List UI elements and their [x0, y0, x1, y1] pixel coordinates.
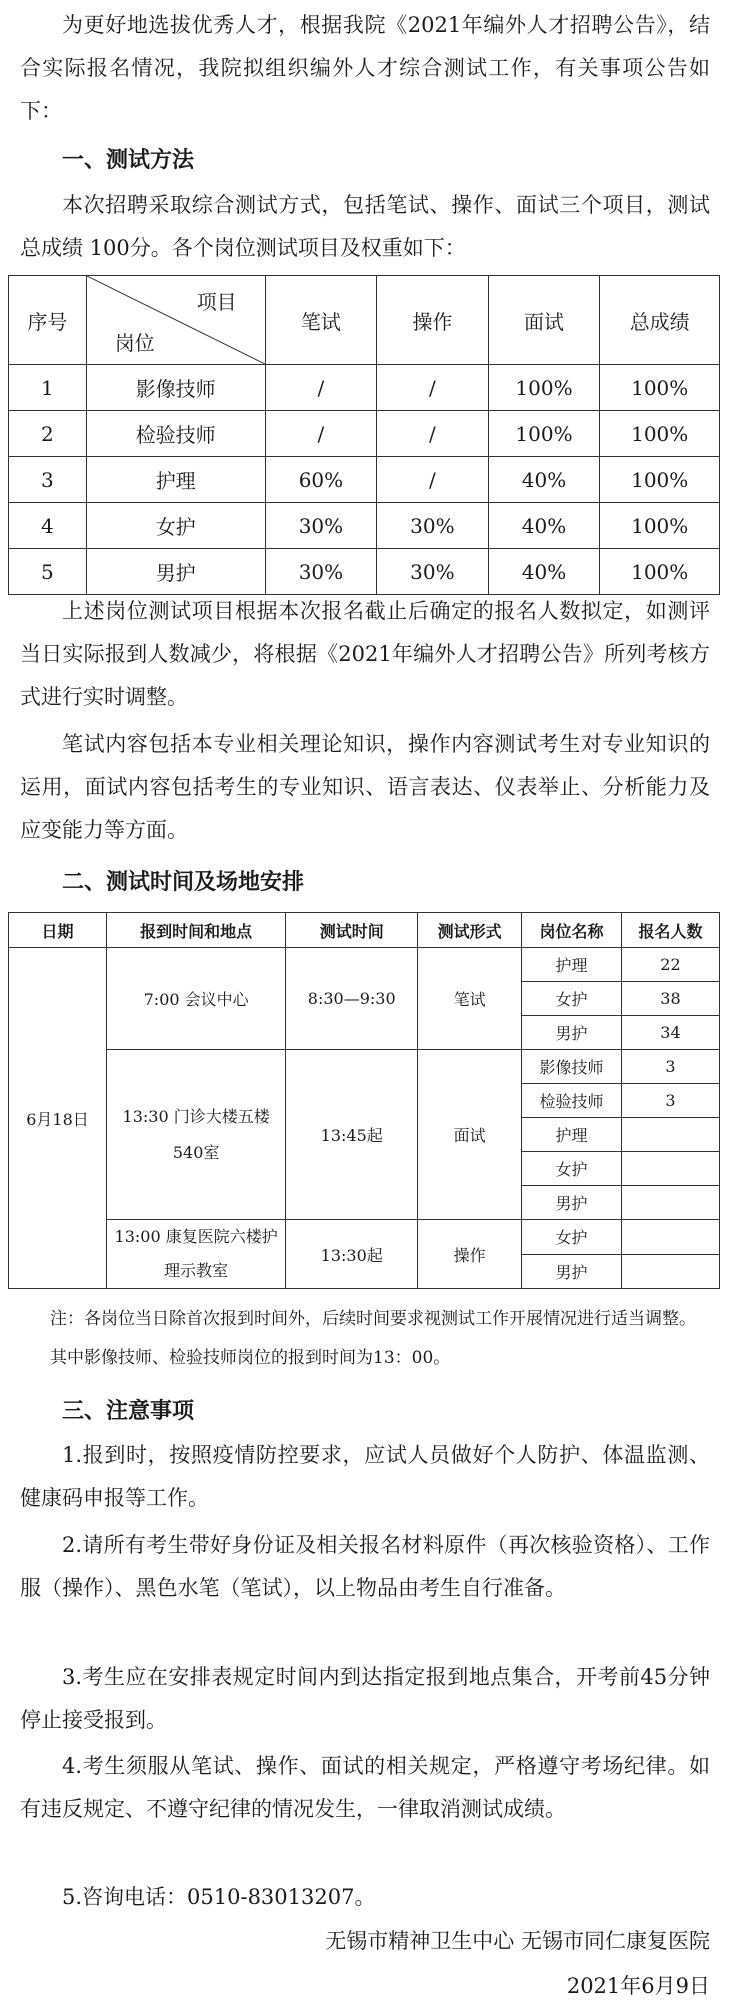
header-item: 项目	[196, 290, 237, 314]
notice-item-5: 5.咨询电话：0510-83013207。	[62, 1885, 376, 1909]
diagonal-line	[87, 276, 265, 364]
schedule-note: 注：各岗位当日除首次报到时间外，后续时间要求视测试工作开展情况进行适当调整。其中影像技师、检验技师岗位的报到时间为13：00。	[50, 1309, 696, 1368]
table-row: 13:30 门诊大楼五楼 540室 13:45起 面试 影像技师 3	[9, 1050, 720, 1084]
section1-text: 本次招聘采取综合测试方式，包括笔试、操作、面试三个项目，测试总成绩 100分。各个岗位测试项目及权重如下：	[20, 193, 710, 260]
table-row: 女护	[9, 1152, 720, 1186]
table-row: 3 护理 60% / 40% 100%	[9, 457, 720, 503]
header-interview: 面试	[488, 276, 600, 365]
header-total: 总成绩	[600, 276, 720, 365]
intro-paragraph: 为更好地选拔优秀人才，根据我院《2021年编外人才招聘公告》，结合实际报名情况，我院拟组织编外人才综合测试工作，有关事项公告如下：	[20, 13, 710, 123]
section3-heading: 三、注意事项	[62, 1399, 195, 1424]
schedule-date: 6月18日	[9, 948, 107, 1289]
test-form: 笔试	[418, 948, 522, 1050]
table-row: 男护	[9, 1254, 720, 1289]
notice-item-1: 1.报到时，按照疫情防控要求，应试人员做好个人防护、体温监测、健康码申报等工作。	[20, 1443, 710, 1510]
schedule-table	[8, 912, 720, 1289]
header-post: 岗位	[114, 331, 155, 355]
section1-paragraph-2: 上述岗位测试项目根据本次报名截止后确定的报名人数拟定，如测评当日实际报到人数减少，将根据《2021年编外人才招聘公告》所列考核方式进行实时调整。	[20, 599, 710, 709]
table-row: 男护 34	[9, 1016, 720, 1050]
weights-table	[8, 275, 720, 595]
header-diagonal-cell	[86, 276, 265, 365]
checkin-place: 13:30 门诊大楼五楼 540室	[107, 1050, 286, 1220]
section1-paragraph-3: 笔试内容包括本专业相关理论知识，操作内容测试考生对专业知识的运用，面试内容包括考生的专业知识、语言表达、仪表举止、分析能力及应变能力等方面。	[20, 732, 710, 842]
test-form: 面试	[418, 1050, 522, 1220]
section1-heading: 一、测试方法	[62, 148, 195, 173]
header-seq: 序号	[9, 276, 87, 365]
test-time: 8:30—9:30	[286, 948, 418, 1050]
signature-date: 2021年6月9日	[566, 1974, 710, 1998]
table-row: 检验技师 3	[9, 1084, 720, 1118]
table-row: 1 影像技师 / / 100% 100%	[9, 365, 720, 411]
notice-item-4: 4.考生须服从笔试、操作、面试的相关规定，严格遵守考场纪律。如有违反规定、不遵守纪律的情况发生，一律取消测试成绩。	[20, 1754, 710, 1821]
table-row: 13:00 康复医院六楼护理示教室 13:30起 操作 女护	[9, 1220, 720, 1255]
schedule-table-header: 日期 报到时间和地点 测试时间 测试形式 岗位名称 报名人数	[9, 913, 720, 948]
table-row: 男护	[9, 1186, 720, 1220]
table-row: 6月18日 7:00 会议中心 8:30—9:30 笔试 护理 22	[9, 948, 720, 982]
checkin-place: 7:00 会议中心	[107, 948, 286, 1050]
test-time: 13:45起	[286, 1050, 418, 1220]
test-time: 13:30起	[286, 1220, 418, 1289]
header-practical: 操作	[377, 276, 488, 365]
header-written: 笔试	[265, 276, 376, 365]
table-row: 女护 38	[9, 982, 720, 1016]
notice-item-2: 2.请所有考生带好身份证及相关报名材料原件（再次核验资格）、工作服（操作）、黑色水笔（笔试），以上物品由考生自行准备。	[20, 1533, 710, 1600]
table-row: 2 检验技师 / / 100% 100%	[9, 411, 720, 457]
signature-org: 无锡市精神卫生中心 无锡市同仁康复医院	[325, 1929, 710, 1953]
weights-table-header	[9, 276, 720, 365]
notice-item-3: 3.考生应在安排表规定时间内到达指定报到地点集合，开考前45分钟停止接受报到。	[20, 1665, 710, 1732]
table-row: 护理	[9, 1118, 720, 1152]
table-row: 4 女护 30% 30% 40% 100%	[9, 503, 720, 549]
table-row: 5 男护 30% 30% 40% 100%	[9, 549, 720, 595]
checkin-place: 13:00 康复医院六楼护理示教室	[107, 1220, 286, 1289]
section2-heading: 二、测试时间及场地安排	[62, 870, 305, 895]
test-form: 操作	[418, 1220, 522, 1289]
